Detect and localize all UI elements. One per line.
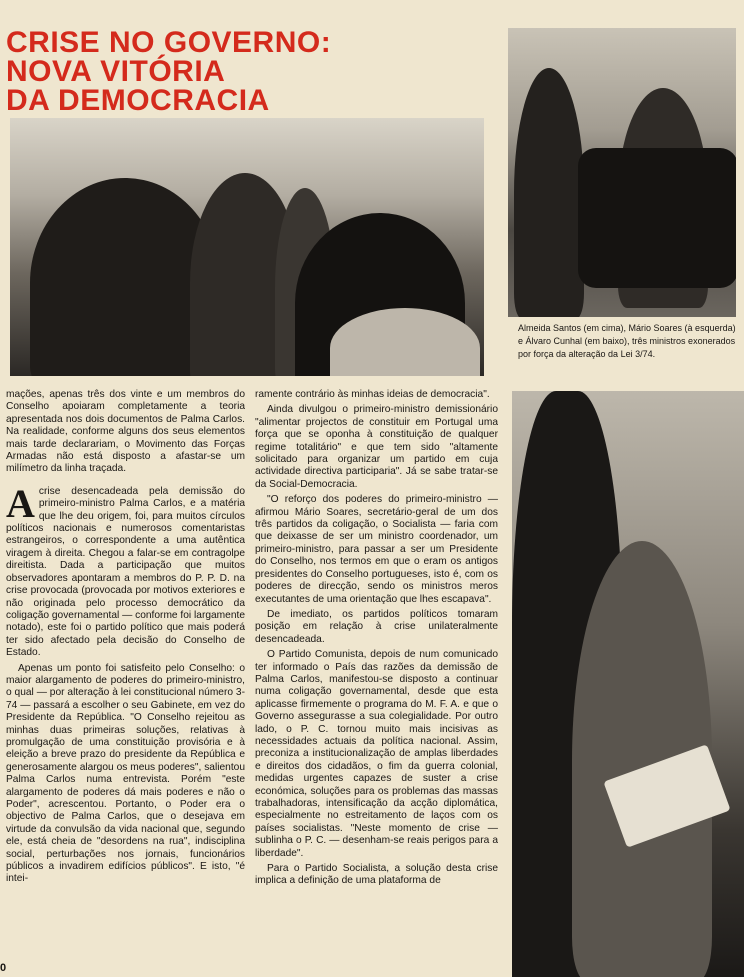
drop-cap: A bbox=[6, 480, 35, 526]
paragraph: Ainda divulgou o primeiro-ministro demissionário "alimentar projectos de constituir em Portugal uma força que se oponha à constituição de qualquer regime totalitário" e que tem sido "altamente solicitado para organizar um partido em cuja actividade directiva participaria". Já se sabe tratar-se da Social-Democracia. bbox=[255, 404, 498, 490]
paragraph: mações, apenas três dos vinte e um membros do Conselho apoiaram completamente a teoria apresentada nos dois documentos de Palma Carlos. Na realidade, conforme alguns dos seus elementos mais tarde declarariam, o Movimento das Forças Armadas não está disposto a afastar-se um milímetro da linha traçada. bbox=[6, 389, 245, 475]
paragraph: ramente contrário às minhas ideias de democracia". bbox=[255, 389, 490, 400]
photo-ministers-car bbox=[508, 28, 736, 317]
photo-figure bbox=[514, 68, 584, 317]
paragraph: O Partido Comunista, depois de num comunicado ter informado o País das razões da demissão de Palma Carlos, manifestou-se disposto a continuar numa coligação governamental, desde que esta aplicasse firmemente o programa do M. F. A. e que o Governo assegurasse a sua colegialidade. Por outro lado, o P. C. tornou muito mais incisivas as necessidades actuais da política nacional. Assim, preconiza a institucionalização de amplas liberdades e direitos dos cidadãos, o fim da guerra colonial, medidas urgentes capazes de suster a crise económica, soluções para os problemas das massas trabalhadoras, intensificação da acção diplomática, especialmente no estreitamento de laços com os países socialistas. "Neste momento de crise — sublinha o P. C. — desenham-se reais perigos para a liberdade". bbox=[255, 649, 498, 859]
paragraph: De imediato, os partidos políticos tomaram posição em relação à crise unilateralmente desencadeada. bbox=[255, 608, 498, 645]
headline bbox=[6, 28, 476, 115]
paragraph: Para o Partido Socialista, a solução desta crise implica a definição de uma plataforma de bbox=[255, 863, 498, 887]
photo-man-reading bbox=[512, 391, 744, 977]
headline-line-2: NOVA VITÓRIA bbox=[6, 55, 226, 88]
paragraph-lead-text: crise desencadeada pela demissão do primeiro-ministro Palma Carlos, e a matéria que lhe deu origem, foi, para muitos círculos políticos nacionais e numerosos comentaristas estrangeiros, o correspondente a uma autêntica viragem à direita. Chegou a falar-se em contragolpe direitista. Dada a participação que muitos observadores apontaram a membros do P. P. D. na crise provocada (provocada por motivos exteriores e não originada pelo processo democrático da coligação governamental — conforme foi largamente notado), este foi o partido político que mais poderá ter sido afectado pela decisão do Conselho de Estado. bbox=[6, 485, 245, 659]
photo-car bbox=[578, 148, 736, 288]
photo-group-meeting bbox=[10, 118, 484, 376]
paragraph-lead bbox=[6, 480, 245, 660]
photo-caption: Almeida Santos (em cima), Mário Soares (à esquerda) e Álvaro Cunhal (em baixo), três ministros exonerados por força da alteração da Lei 3/74. bbox=[518, 323, 736, 359]
article-column-1 bbox=[6, 389, 245, 961]
paragraph: "O reforço dos poderes do primeiro-ministro — afirmou Mário Soares, secretário-geral de um dos três partidos da coligação, o Socialista — faria com que deixasse de ser um ministro coordenador, um primeiro-ministro, para passar a ser um Presidente do Conselho, nos termos em que o eram os antigos presidentes do Conselho portugueses, isto é, com os poderes de direcção, sendo os ministros meros executantes de uma orientação que lhes escapava". bbox=[255, 494, 498, 605]
page-number: 0 bbox=[0, 962, 7, 974]
headline-line-1: CRISE NO GOVERNO: bbox=[6, 26, 332, 59]
paragraph: Apenas um ponto foi satisfeito pelo Conselho: o maior alargamento de poderes do primeiro-ministro, o qual — por alteração à lei constitucional número 3-74 — passará a escolher o seu Gabinete, em vez do Presidente da República. "O Conselho rejeitou as minhas duas primeiras soluções, relativas à promulgação de uma constituição provisória e à eleição a breve prazo do presidente da República e generosamente alargou os meus poderes", salientou Palma Carlos numa entrevista. Porém "este alargamento de poderes dá mais poderes e não o Poder", acrescentou. Portanto, o Poder era o objectivo de Palma Carlos, que o desejava em virtude da convulsão da vida nacional que, segundo ele, está cheia de "desordens na rua", indisciplina social, perturbações nos jornais, funcionários públicos a invadirem edifícios públicos". E isto, "é intei- bbox=[6, 662, 245, 885]
headline-line-3: DA DEMOCRACIA bbox=[6, 84, 270, 117]
article-column-2 bbox=[255, 389, 498, 971]
